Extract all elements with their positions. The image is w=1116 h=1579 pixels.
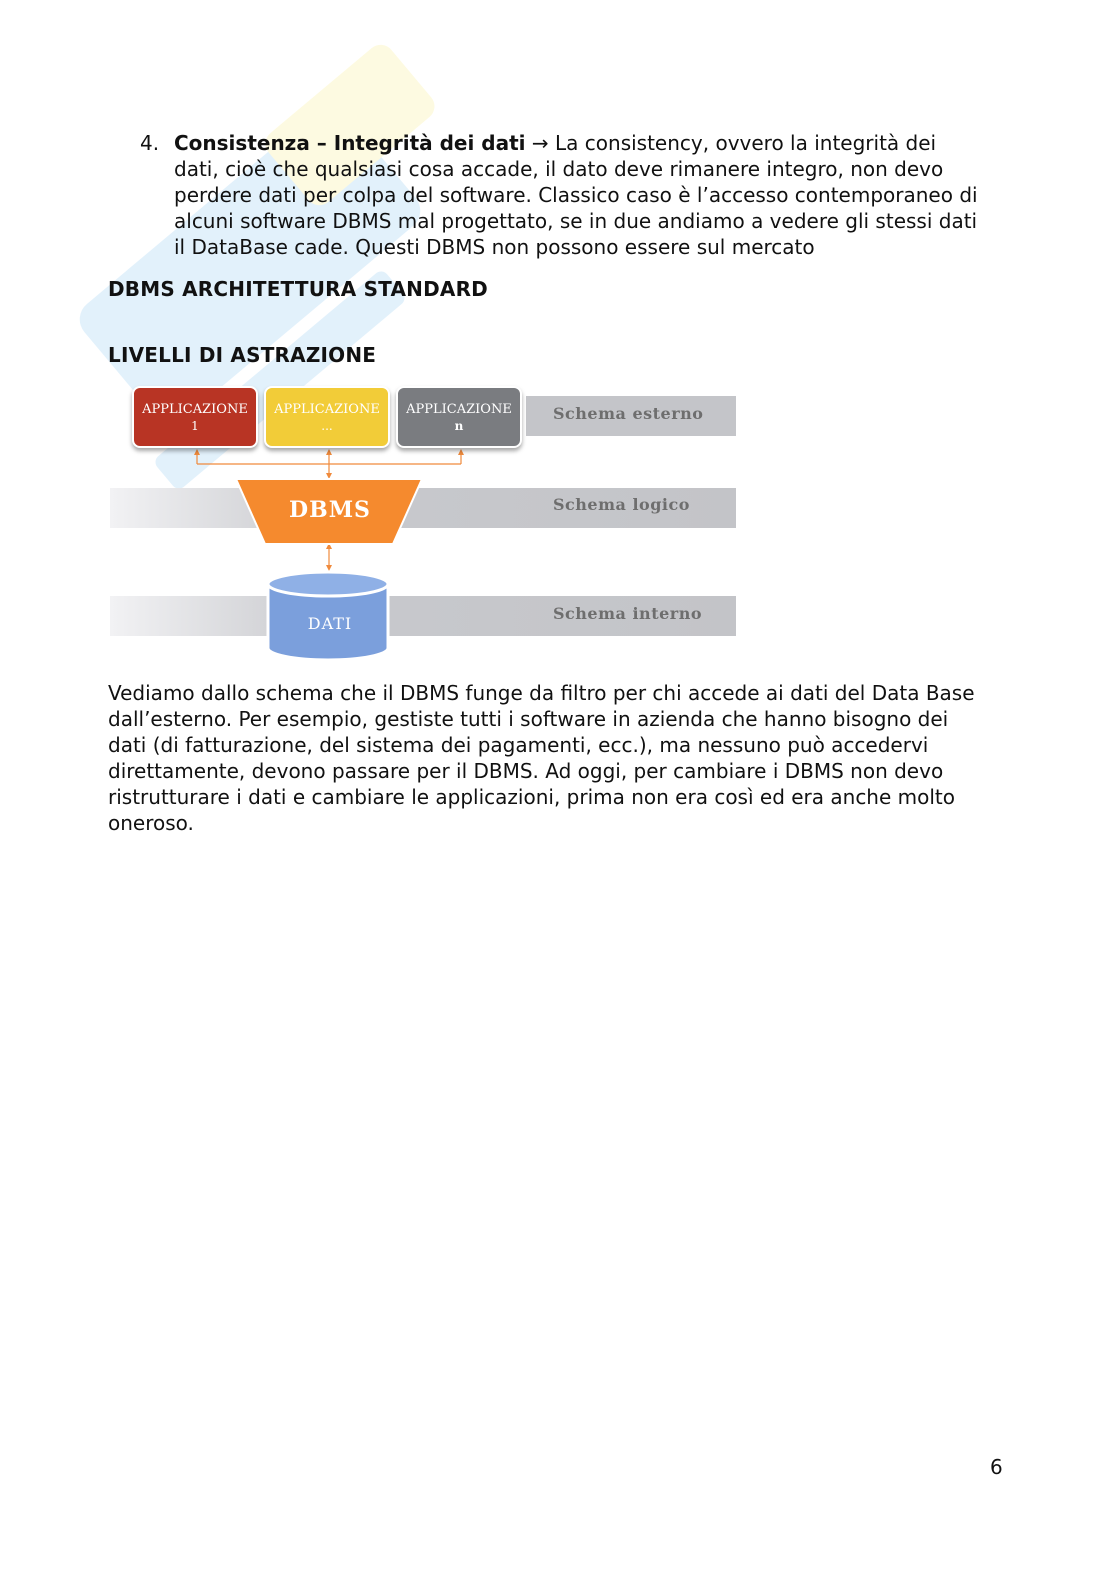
list-arrow: → xyxy=(531,131,549,155)
list-line-3: perdere dati per colpa del software. Classico caso è l’accesso contemporaneo di xyxy=(174,183,978,207)
app-n-line2: n xyxy=(454,419,464,433)
label-schema-interno: Schema interno xyxy=(553,604,702,623)
label-schema-logico: Schema logico xyxy=(553,495,690,514)
para-line-5: ristrutturare i dati e cambiare le applicazioni, prima non era così ed era anche molto xyxy=(108,785,956,809)
list-number: 4. xyxy=(140,131,160,155)
app-n-line1: APPLICAZIONE xyxy=(406,402,512,417)
app-2-line1: APPLICAZIONE xyxy=(274,402,380,417)
para-line-3: dati (di fatturazione, del sistema dei pagamenti, ecc.), ma nessuno può accedervi xyxy=(108,733,929,757)
para-line-6: oneroso. xyxy=(108,811,194,835)
list-line-1: La consistency, ovvero la integrità dei xyxy=(548,131,937,155)
explanation-paragraph xyxy=(108,680,1018,836)
dati-label: DATI xyxy=(307,614,353,633)
para-line-4: direttamente, devono passare per il DBMS. Ad oggi, per cambiare i DBMS non devo xyxy=(108,759,944,783)
list-line-5: il DataBase cade. Questi DBMS non possono essere sul mercato xyxy=(174,235,815,259)
list-line-4: alcuni software DBMS mal progettato, se in due andiamo a vedere gli stessi dati xyxy=(174,209,978,233)
app-box-2 xyxy=(264,386,390,448)
app-box-1 xyxy=(132,386,258,448)
app-2-line2: ... xyxy=(321,419,333,433)
label-schema-esterno: Schema esterno xyxy=(553,404,704,423)
app-1-line1: APPLICAZIONE xyxy=(142,402,248,417)
dbms-label: DBMS xyxy=(289,497,371,523)
para-line-2: dall’esterno. Per esempio, gestiste tutti i software in azienda che hanno bisogno dei xyxy=(108,707,949,731)
heading-architettura: DBMS ARCHITETTURA STANDARD xyxy=(108,277,488,301)
abstraction-levels-diagram xyxy=(110,384,740,669)
para-line-1: Vediamo dallo schema che il DBMS funge da filtro per chi accede ai dati del Data Base xyxy=(108,681,975,705)
heading-livelli: LIVELLI DI ASTRAZIONE xyxy=(108,343,377,367)
app-1-line2: 1 xyxy=(191,419,199,433)
list-term: Consistenza – Integrità dei dati xyxy=(174,131,526,155)
app-box-n xyxy=(396,386,522,448)
list-item-consistenza xyxy=(140,130,1020,260)
page-number: 6 xyxy=(990,1455,1003,1479)
list-line-2: dati, cioè che qualsiasi cosa accade, il dato deve rimanere integro, non devo xyxy=(174,157,944,181)
